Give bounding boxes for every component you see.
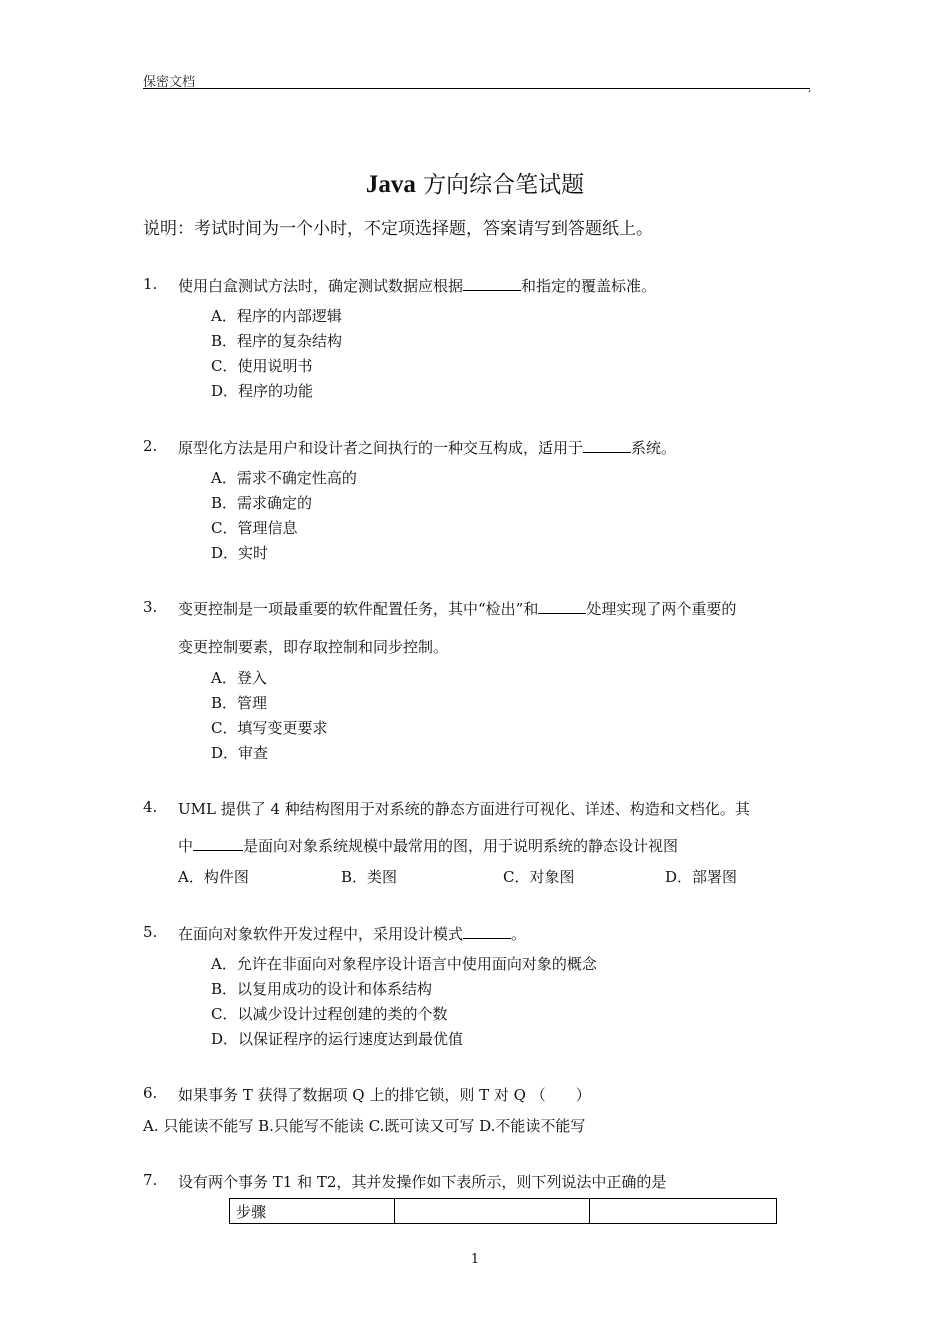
header-mark: , (808, 83, 812, 94)
q5-option-a: A．允许在非面向对象程序设计语言中使用面向对象的概念 (211, 955, 597, 973)
table-cell (590, 1199, 777, 1224)
q3-option-a: A．登入 (211, 669, 267, 687)
q5-option-c: C．以减少设计过程创建的类的个数 (211, 1005, 448, 1023)
q3-option-c: C．填写变更要求 (211, 719, 328, 737)
q4-number: 4. (143, 798, 158, 816)
q1-text-post: 和指定的覆盖标准。 (521, 277, 657, 295)
q1-option-c: C．使用说明书 (211, 357, 313, 375)
q4-text-line1: UML 提供了 4 种结构图用于对系统的静态方面进行可视化、详述、构造和文档化。其 (178, 800, 750, 818)
q5-text-pre: 在面向对象软件开发过程中，采用设计模式 (178, 925, 464, 943)
q7-text: 设有两个事务 T1 和 T2，其并发操作如下表所示，则下列说法中正确的是 (178, 1173, 667, 1191)
q2-option-c: C．管理信息 (211, 519, 298, 537)
q7-table (229, 1198, 777, 1224)
q4-blank (193, 836, 243, 851)
q5-option-b: B．以复用成功的设计和体系结构 (211, 980, 433, 998)
q2-option-b: B．需求确定的 (211, 494, 313, 512)
q4-text-line2 (178, 835, 678, 856)
q6-text: 如果事务 T 获得了数据项 Q 上的排它锁，则 T 对 Q （ ） (178, 1086, 591, 1104)
q2-text-pre: 原型化方法是用户和设计者之间执行的一种交互构成，适用于 (178, 439, 584, 457)
q4-option-a: A．构件图 (178, 868, 249, 886)
q4-text-pre: 中 (178, 837, 194, 855)
q2-option-a: A．需求不确定性高的 (211, 469, 357, 487)
q3-option-d: D．审查 (211, 744, 269, 762)
q2-blank (583, 438, 631, 453)
q5-text-post: 。 (511, 925, 527, 943)
q1-option-d: D．程序的功能 (211, 382, 314, 400)
q7-number: 7. (143, 1171, 158, 1189)
q2-option-d: D．实时 (211, 544, 269, 562)
header-label: 保密文档 (143, 75, 196, 90)
page-number: 1 (470, 1252, 480, 1267)
q3-blank (538, 599, 586, 614)
q1-option-b: B．程序的复杂结构 (211, 332, 343, 350)
table-cell-step: 步骤 (230, 1199, 395, 1224)
q6-number: 6. (143, 1084, 158, 1102)
q4-option-d: D．部署图 (665, 868, 738, 886)
q3-text (178, 598, 736, 619)
q5-number: 5. (143, 923, 158, 941)
table-cell (395, 1199, 590, 1224)
title-rest: 方向综合笔试题 (415, 172, 585, 198)
title-latin: Java (365, 171, 416, 198)
q4-option-b: B．类图 (341, 868, 398, 886)
q3-text-pre: 变更控制是一项最重要的软件配置任务，其中“检出”和 (178, 600, 539, 618)
page-title (0, 166, 950, 199)
q1-blank (463, 276, 521, 291)
q3-text-post: 处理实现了两个重要的 (586, 600, 737, 618)
q6-options: A. 只能读不能写 B.只能写不能读 C.既可读又可写 D.不能读不能写 (143, 1117, 586, 1135)
instructions: 说明：考试时间为一个小时，不定项选择题，答案请写到答题纸上。 (143, 219, 653, 239)
q5-option-d: D．以保证程序的运行速度达到最优值 (211, 1030, 464, 1048)
q1-text (178, 275, 656, 296)
q5-blank (463, 924, 511, 939)
q5-text (178, 923, 526, 944)
q2-text-post: 系统。 (631, 439, 677, 457)
q1-option-a: A．程序的内部逻辑 (211, 307, 342, 325)
q4-text-post: 是面向对象系统规模中最常用的图，用于说明系统的静态设计视图 (243, 837, 679, 855)
q3-option-b: B．管理 (211, 694, 268, 712)
q3-text-line2: 变更控制要素，即存取控制和同步控制。 (178, 638, 449, 656)
q1-text-pre: 使用白盒测试方法时，确定测试数据应根据 (178, 277, 464, 295)
q1-number: 1. (143, 275, 158, 293)
header-divider (143, 88, 810, 89)
q4-option-c: C．对象图 (503, 868, 575, 886)
q2-number: 2. (143, 437, 158, 455)
q2-text (178, 437, 676, 458)
table-row (230, 1199, 777, 1224)
q3-number: 3. (143, 598, 158, 616)
